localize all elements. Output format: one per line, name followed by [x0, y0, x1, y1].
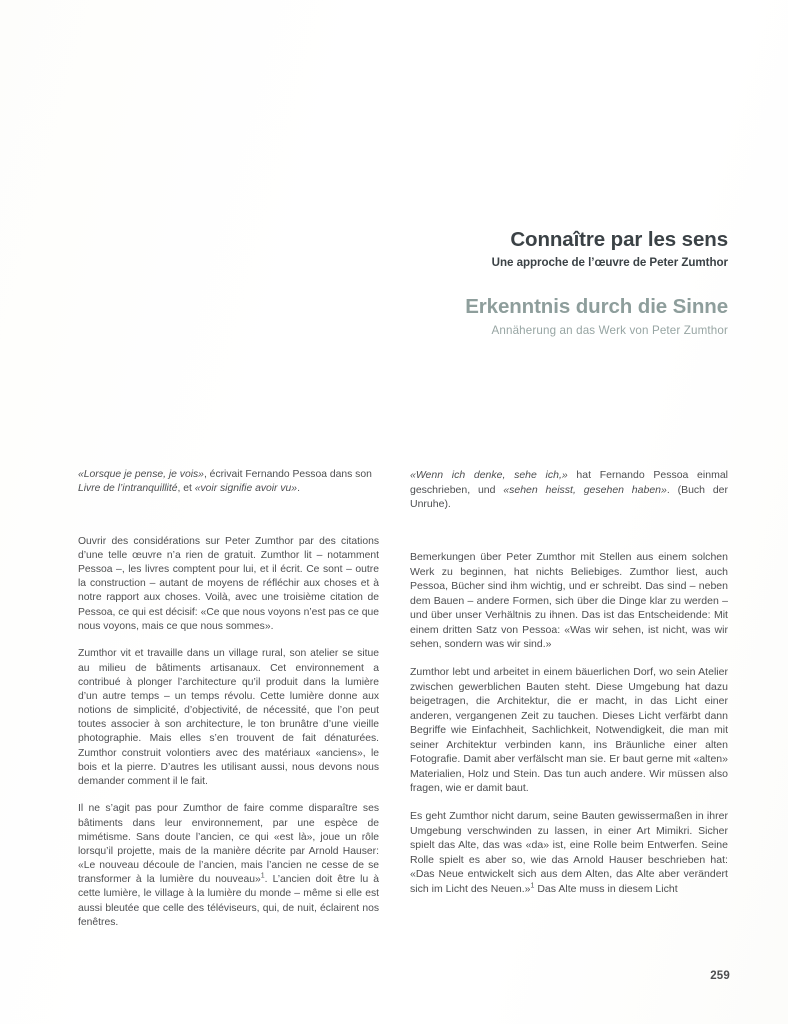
paragraph-german-1: Bemerkungen über Peter Zumthor mit Stellen aus einem solchen Werk zu beginnen, hat nichts Beliebiges. Zumthor liest, auch Pessoa, Bücher sind ihm wichtig, und er schreibt. Das sind – neben dem Bauen – andere Formen, sich über die Dinge klar zu werden – und über unser Verhältnis zu ihnen. Das ist das Entscheidende: Mit einem dritten Satz von Pessoa: «Was wir sehen, ist nicht, was wir sehen, sondern was wir sind.» — [410, 551, 728, 650]
lead-spacer-right — [410, 525, 728, 550]
column-german — [410, 468, 728, 910]
lead-spacer-left — [78, 510, 379, 535]
paragraph-german-2: Zumthor lebt und arbeitet in einem bäuerlichen Dorf, wo sein Atelier zwischen gewerblichen Bauten steht. Diese Umgebung hat dazu beigetragen, die Architektur, die er macht, in das Licht einer anderen, vergangenen Zeit zu tauchen. Dieses Licht verfärbt dann Begriffe wie Einfachheit, Sachlichkeit, Notwendigkeit, die man mit seiner Architektur verbinden kann, ins Bräunliche einer alten Fotografie. Damit aber verfälscht man sie. Er baut gerne mit «alten» Materialien, Holz und Stein. Das tun auch andere. Wir müssen also fragen, wie er damit baut. — [410, 666, 728, 794]
title-block — [410, 228, 728, 339]
paragraph-french-1: Ouvrir des considérations sur Peter Zumthor par des citations d’une telle œuvre n’a rien de gratuit. Zumthor lit – notamment Pessoa –, les livres comptent pour lui, et il écrit. Ce sont – outre la construction – autant de moyens de réfléchir aux choses et à notre rapport aux choses. Voilà, avec une troisième citation de Pessoa, ce qui est décisif: «Ce que nous voyons n’est pas ce que nous voyons, mais ce que nous sommes». — [78, 535, 379, 632]
lead-paragraph-french: «Lorsque je pense, je vois», écrivait Fernando Pessoa dans son Livre de l’intranquillité, et «voir signifie avoir vu». — [78, 469, 372, 495]
page-title-german: Erkenntnis durch die Sinne — [465, 294, 728, 318]
column-french — [78, 468, 379, 943]
page-title-french: Connaître par les sens — [510, 228, 728, 251]
page-subtitle-german: Annäherung an das Werk von Peter Zumthor — [491, 324, 728, 338]
paragraph-french-2: Zumthor vit et travaille dans un village rural, son atelier se situe au milieu de bâtiments artisanaux. Cet environnement a contribué à plonger l’architecture qu’il produit dans la lumière d’un autre temps – un temps révolu. Cette lumière donne aux notions de simplicité, d’objectivité, de nécessité, que l’on peut toutes associer à son architecture, le ton brunâtre d’une vieille photographie. Mais elles s’en trouvent de fait dénaturées. Zumthor construit volontiers avec des matériaux «anciens», le bois et la pierre. D’autres les utilisant aussi, nous devons nous demander comment il le fait. — [78, 648, 379, 787]
paragraph-french-3: Il ne s’agit pas pour Zumthor de faire comme disparaître ses bâtiments dans leur environnement, par une espèce de mimétisme. Sans doute l’ancien, ce qui «est là», joue un rôle lorsqu’il projette, mais de la manière décrite par Arnold Hauser: «Le nouveau découle de l’ancien, mais l’ancien ne cesse de se transformer à la lumière du nouveau»$^1$. L’ancien doit être lu à cette lumière, le village à la lumière du monde – même si elle est aussi bleutée que celle des téléviseurs, qui, de nuit, éclairent nos fenêtres. — [78, 803, 379, 928]
text-columns — [0, 468, 788, 968]
page-number: 259 — [710, 970, 730, 982]
lead-paragraph-german: «Wenn ich denke, sehe ich,» hat Fernando Pessoa einmal geschrieben, und «sehen heisst, gesehen haben». (Buch der Unruhe). — [410, 469, 729, 510]
page-subtitle-french: Une approche de l’œuvre de Peter Zumthor — [491, 256, 728, 270]
paragraph-german-3: Es geht Zumthor nicht darum, seine Bauten gewissermaßen in ihrer Umgebung verschwinden zu lassen, in einer Art Mimikri. Sicher spielt das Alte, das was «da» ist, eine Rolle beim Entwerfen. Seine Rolle spielt es aber so, wie das Arnold Hauser beschrieben hat: «Das Neue entwickelt sich aus dem Alten, das Alte aber verändert sich im Licht des Neuen.»$^1$ Das Alte muss in diesem Licht — [410, 810, 728, 895]
